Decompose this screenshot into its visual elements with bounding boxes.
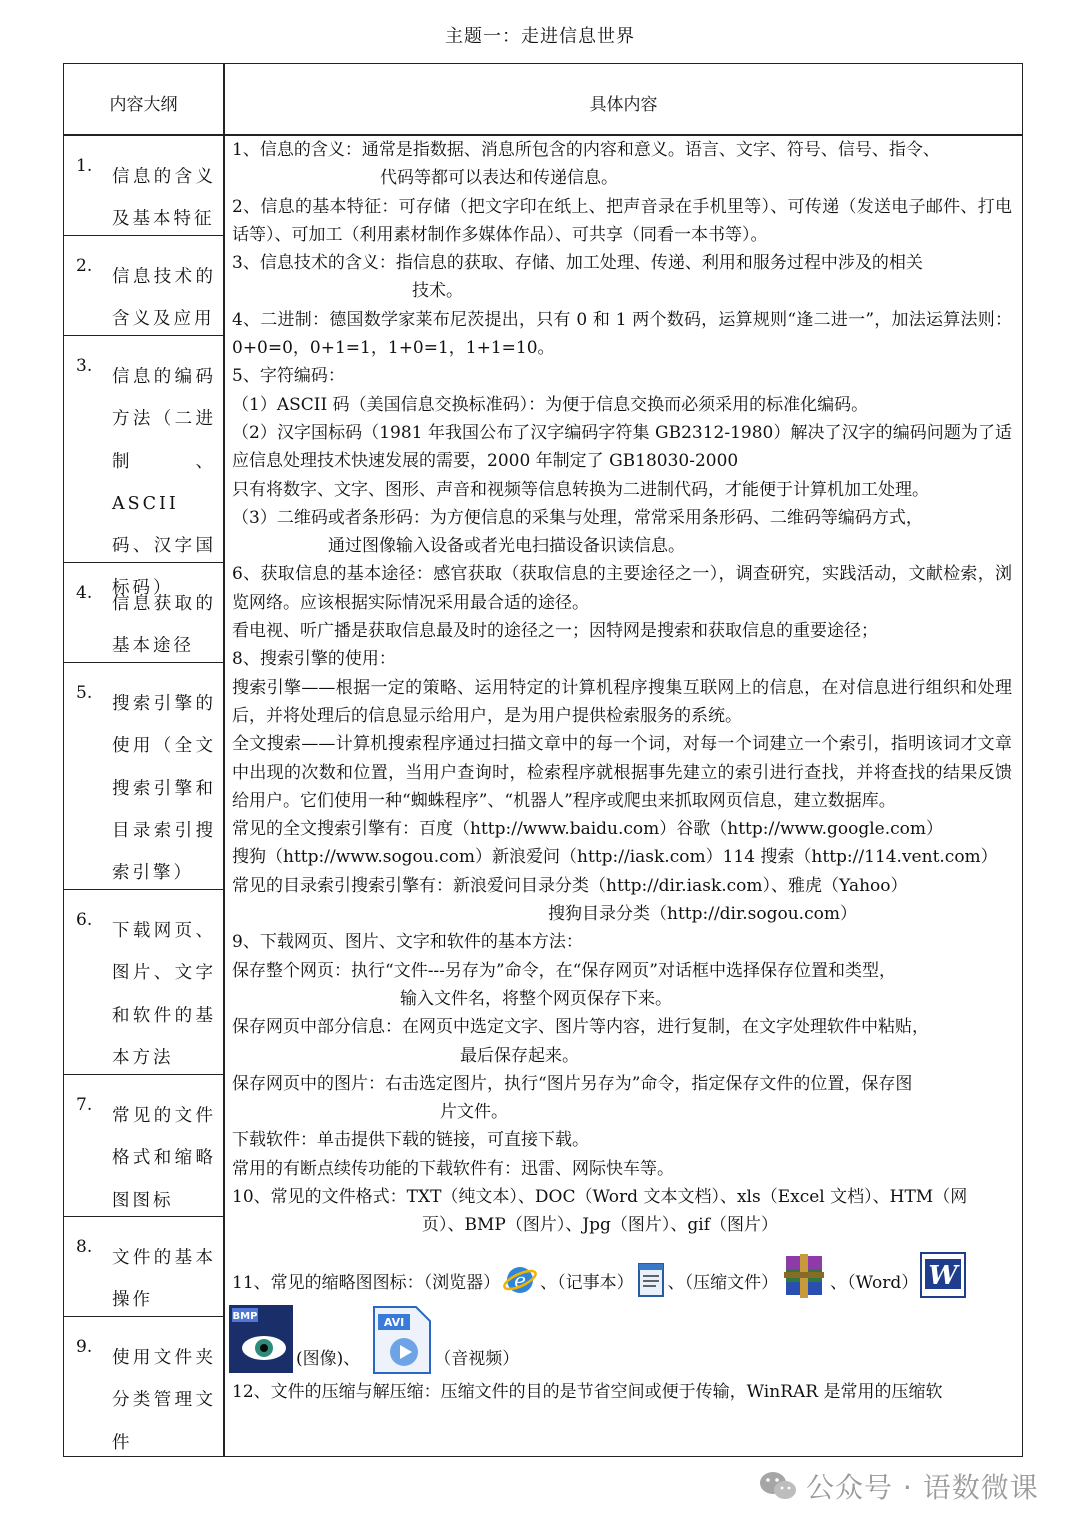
- content-line: （1）ASCII 码（美国信息交换标准码）：为便于信息交换而必须采用的标准化编码。: [232, 394, 869, 415]
- header-content: 具体内容: [589, 95, 658, 115]
- outline-num: 2.: [76, 256, 93, 276]
- content-line: 、（压缩文件）: [667, 1273, 779, 1294]
- content-line: 5、字符编码：: [232, 366, 345, 387]
- outline-num: 4.: [76, 583, 93, 603]
- outline-num: 5.: [76, 683, 93, 703]
- page-title: 主题一：走进信息世界: [445, 26, 635, 47]
- outline-text: 信息的含义及基本特征: [112, 167, 216, 230]
- outline-num: 3.: [76, 356, 93, 376]
- thumbnail-icons-row-2: [232, 1300, 1012, 1374]
- thumbnail-icons-row: [232, 1240, 1012, 1300]
- content-line: 、（记事本）: [540, 1273, 634, 1294]
- content-line: 8、搜索引擎的使用：: [232, 649, 396, 670]
- content-line: 11、常见的缩略图图标：（浏览器）: [232, 1273, 501, 1294]
- outline-item-7: [64, 1075, 223, 1217]
- content-line: 常见的全文搜索引擎有：百度（http://www.baidu.com）谷歌（http://www.google.com）: [232, 819, 944, 840]
- notepad-icon: [636, 1262, 666, 1298]
- outline-item-8: [64, 1217, 223, 1317]
- content-line: 最后保存起来。: [460, 1045, 579, 1066]
- content-line: 1、信息的含义：通常是指数据、消息所包含的内容和意义。语言、文字、符号、信号、指令、: [232, 140, 940, 160]
- outline-text: 使用文件夹分类管理文件: [112, 1348, 216, 1453]
- outline-text: 文件的基本操作: [112, 1248, 216, 1311]
- outline-item-1: [64, 136, 223, 236]
- content-column: [232, 136, 1012, 1406]
- outline-item-3: [64, 336, 223, 599]
- content-line: 6、获取信息的基本途径：感官获取（获取信息的主要途径之一），调查研究，实践活动，文献检索，浏览网络。应该根据实际情况采用最合适的途径。: [232, 564, 1012, 613]
- content-line: （音视频）: [434, 1349, 520, 1370]
- content-line: 全文搜索——计算机搜索程序通过扫描文章中的每一个词，对每一个词建立一个索引，指明该词才文章中出现的次数和位置，当用户查询时，检索程序就根据事先建立的索引进行查找，并将查找的结果反馈给用户。它们使用一种“蜘蛛程序”、“机器人”程序或爬虫来抓取网页信息，建立数据库。: [232, 734, 1012, 811]
- winrar-icon: [780, 1254, 828, 1298]
- content-line: 搜索引擎——根据一定的策略、运用特定的计算机程序搜集互联网上的信息，在对信息进行组织和处理后，并将处理后的信息显示给用户，是为用户提供检索服务的系统。: [232, 677, 1012, 726]
- content-line: (图像)、: [296, 1349, 361, 1370]
- outline-item-9: [64, 1317, 223, 1457]
- content-line: 常见的目录索引搜索引擎有：新浪爱问目录分类（http://dir.iask.com）、雅虎（Yahoo）: [232, 875, 908, 896]
- content-line: （2）汉字国标码（1981 年我国公布了汉字编码字符集 GB2312-1980）解决了汉字的编码问题为了适应信息处理技术快速发展的需要，2000 年制定了 GB18030-2000: [232, 422, 1012, 472]
- content-line: 、（Word）: [830, 1273, 919, 1294]
- svg-text:BMP: BMP: [232, 1310, 258, 1322]
- content-line: 下载软件：单击提供下载的链接，可直接下载。: [232, 1130, 589, 1151]
- avi-file-icon: [370, 1306, 432, 1374]
- content-line: 只有将数字、文字、图形、声音和视频等信息转换为二进制代码，才能便于计算机加工处理。: [232, 479, 929, 500]
- content-line: 看电视、听广播是获取信息最及时的途径之一；因特网是搜索和获取信息的重要途径；: [232, 621, 878, 642]
- outline-text: 信息获取的基本途径: [112, 594, 216, 657]
- watermark: [758, 1466, 1039, 1506]
- watermark-text: 公众号 · 语数微课: [806, 1471, 1039, 1504]
- content-line: 4、二进制：德国数学家莱布尼茨提出，只有 0 和 1 两个数码，运算规则“逢二进一”，加法运算法则：0+0=0，0+1=1，1+0=1，1+1=10。: [232, 309, 1012, 359]
- outline-text: 常见的文件格式和缩略图图标: [112, 1106, 216, 1211]
- outline-text: 下载网页、图片、文字和软件的基本方法: [112, 921, 216, 1068]
- outline-item-5: [64, 663, 223, 890]
- outline-text: 搜索引擎的使用（全文搜索引擎和目录索引搜索引擎）: [112, 694, 216, 884]
- outline-num: 8.: [76, 1237, 93, 1257]
- content-line: 9、下载网页、图片、文字和软件的基本方法：: [232, 932, 583, 953]
- outline-table: [63, 63, 1023, 1457]
- content-line: 片文件。: [440, 1102, 508, 1123]
- content-line: 代码等都可以表达和传递信息。: [380, 168, 618, 189]
- word-icon: [920, 1252, 966, 1298]
- content-line: 3、信息技术的含义：指信息的获取、存储、加工处理、传递、利用和服务过程中涉及的相关: [232, 253, 923, 274]
- outline-text: 信息的编码方法（二进制 、ASCII码、汉字国标码）: [112, 367, 216, 599]
- content-line: 输入文件名，将整个网页保存下来。: [400, 988, 672, 1009]
- content-line: 保存网页中的图片：右击选定图片，执行“图片另存为”命令，指定保存文件的位置，保存图: [232, 1073, 913, 1094]
- content-line: 常用的有断点续传功能的下载软件有：迅雷、网际快车等。: [232, 1158, 674, 1179]
- outline-num: 9.: [76, 1337, 93, 1357]
- outline-num: 6.: [76, 910, 93, 930]
- content-line: 保存网页中部分信息：在网页中选定文字、图片等内容，进行复制，在文字处理软件中粘贴，: [232, 1017, 929, 1038]
- svg-text:e: e: [514, 1267, 527, 1292]
- outline-num: 7.: [76, 1095, 93, 1115]
- content-line: （3）二维码或者条形码：为方便信息的采集与处理，常常采用条形码、二维码等编码方式，: [232, 507, 923, 528]
- column-divider: [223, 64, 225, 1456]
- outline-item-4: [64, 563, 223, 663]
- outline-item-2: [64, 236, 223, 336]
- outline-text: 信息技术的含义及应用: [112, 267, 216, 330]
- content-line: 保存整个网页：执行“文件---另存为”命令，在“保存网页”对话框中选择保存位置和类型，: [232, 960, 896, 981]
- content-line: 搜狗（http://www.sogou.com）新浪爱问（http://iask.com）114 搜索（http://114.vent.com）: [232, 847, 998, 868]
- content-line: 2、信息的基本特征：可存储（把文字印在纸上、把声音录在手机里等）、可传递（发送电子邮件、打电话等）、可加工（利用素材制作多媒体作品）、可共享（同看一本书等）。: [232, 196, 1012, 245]
- svg-text:AVI: AVI: [384, 1315, 405, 1329]
- content-line: 搜狗目录分类（http://dir.sogou.com）: [548, 904, 857, 925]
- outline-num: 1.: [76, 156, 93, 176]
- content-line: 10、常见的文件格式：TXT（纯文本）、DOC（Word 文本文档）、xls（Excel 文档）、HTM（网: [232, 1186, 968, 1207]
- header-outline: 内容大纲: [109, 95, 178, 115]
- wechat-icon: [758, 1469, 798, 1503]
- content-line: 技术。: [412, 281, 463, 302]
- ie-browser-icon: [502, 1262, 538, 1298]
- svg-text:W: W: [928, 1260, 958, 1291]
- outline-item-6: [64, 890, 223, 1075]
- content-line: 页）、BMP（图片）、Jpg（图片）、gif（图片）: [422, 1215, 779, 1236]
- content-line: 12、文件的压缩与解压缩：压缩文件的目的是节省空间或便于传输，WinRAR 是常用的压缩软: [232, 1381, 943, 1402]
- content-line: 通过图像输入设备或者光电扫描设备识读信息。: [328, 536, 685, 557]
- bmp-file-icon: [228, 1304, 294, 1374]
